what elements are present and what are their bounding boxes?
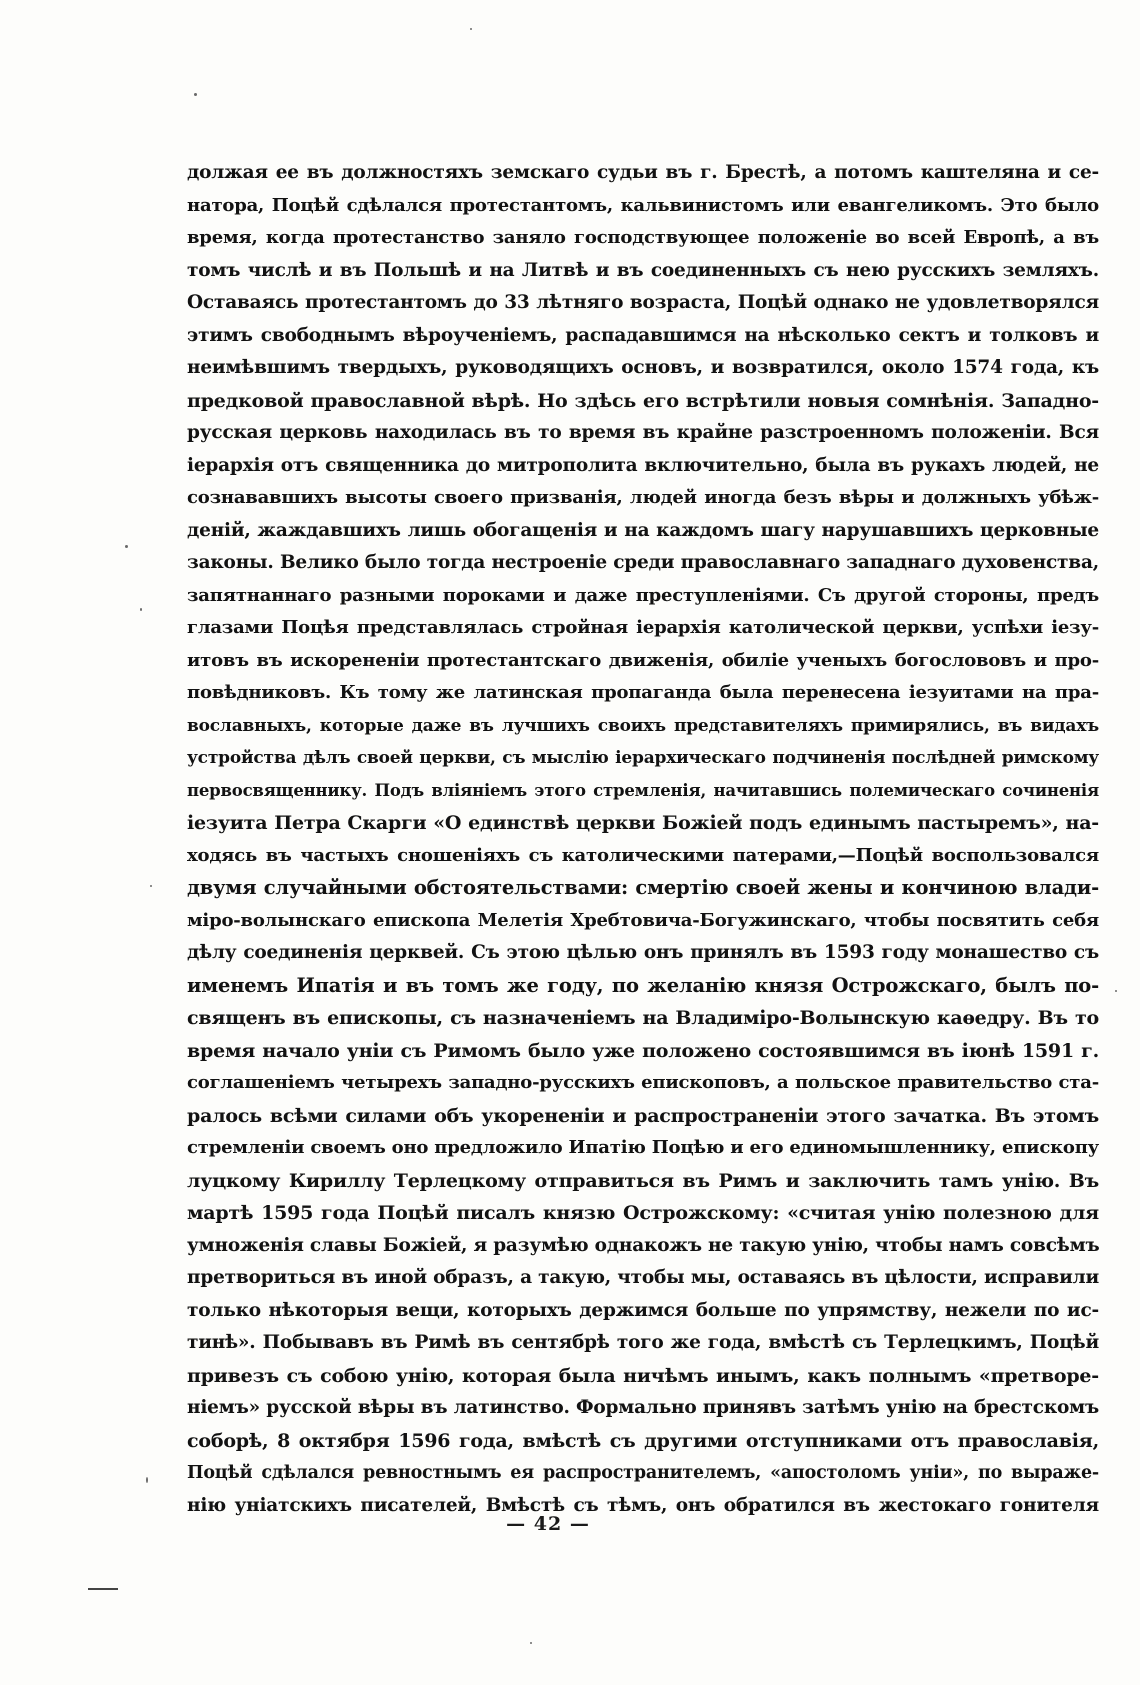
text-line: глазами Поцѣя представлялась стройная іерархія католической церкви, успѣхи іезу- [187, 617, 1099, 638]
text-line: міро-волынскаго епископа Мелетія Хребтовича-Богужинскаго, чтобы посвятить себя [187, 909, 1099, 931]
text-line: дѣлу соединенія церквей. Съ этою цѣлью онъ принялъ въ 1593 году монашество съ [187, 942, 1099, 963]
text-line: итовъ въ искорененіи протестантскаго движенія, обиліе ученыхъ богослововъ и про- [187, 649, 1099, 671]
scan-speck [1115, 990, 1117, 992]
text-line: соглашеніемъ четырехъ западно-русскихъ епископовъ, а польское правительство ста- [187, 1072, 1099, 1093]
text-line: натора, Поцѣй сдѣлался протестантомъ, кальвинистомъ или евангеликомъ. Это было [187, 194, 1099, 216]
text-line: нію уніатскихъ писателей, Вмѣстѣ съ тѣмъ, онъ обратился въ жестокаго гонителя [187, 1494, 1099, 1516]
text-line: двумя случайными обстоятельствами: смертію своей жены и кончиною влади- [187, 876, 1099, 899]
text-line: іезуита Петра Скарги «О единствѣ церкви Божіей подъ единымъ пастыремъ», на- [187, 812, 1099, 834]
text-line: ралось всѣми силами объ укорененіи и распространеніи этого зачатка. Въ этомъ [187, 1104, 1099, 1127]
text-line: Оставаясь протестантомъ до 33 лѣтняго возраста, Поцѣй однако не удовлетворялся [187, 292, 1099, 313]
text-line: мартѣ 1595 года Поцѣй писалъ князю Острожскому: «считая унію полезною для [187, 1202, 1099, 1224]
text-line: первосвященнику. Подъ вліяніемъ этого стремленія, начитавшись полемическаго сочиненія [187, 780, 1099, 800]
text-line: претвориться въ иной образъ, а такую, чтобы мы, оставаясь въ цѣлости, исправили [187, 1267, 1099, 1288]
page-number: — 42 — [506, 1513, 590, 1535]
text-line: ходясь въ частыхъ сношеніяхъ съ католическими патерами,—Поцѣй воспользовался [187, 844, 1099, 866]
scan-speck [146, 1477, 148, 1483]
text-line: стремленіи своемъ оно предложило Ипатію Поцѣю и его единомышленнику, епископу [187, 1137, 1099, 1158]
text-line: Поцѣй сдѣлался ревностнымъ ея распространителемъ, «апостоломъ уніи», по выраже- [187, 1463, 1099, 1483]
text-line: время, когда протестанство заняло господствующее положеніе во всей Европѣ, а въ [187, 227, 1099, 248]
text-line: умноженія славы Божіей, я разумѣю однакожъ не такую унію, чтобы намъ совсѣмъ [187, 1234, 1099, 1256]
scan-speck [470, 28, 472, 30]
text-line: именемъ Ипатія и въ томъ же году, по желанію князя Острожскаго, былъ по- [187, 973, 1099, 997]
text-line: сознававшихъ высоты своего призванія, людей иногда безъ вѣры и должныхъ убѣж- [187, 487, 1099, 508]
text-line: іерархія отъ священника до митрополита включительно, была въ рукахъ людей, не [187, 454, 1099, 476]
text-line: законы. Велико было тогда нестроеніе среди православнаго западнаго духовенства, [187, 552, 1099, 573]
text-line: привезъ съ собою унію, которая была ничѣмъ инымъ, какъ полнымъ «претворе- [187, 1364, 1099, 1387]
text-line: вославныхъ, которые даже въ лучшихъ своихъ представителяхъ примирялись, въ видахъ [187, 715, 1099, 736]
text-line: должая ее въ должностяхъ земскаго судьи въ г. Брестѣ, а потомъ каштеляна и се- [187, 162, 1099, 183]
scan-speck [194, 93, 197, 96]
text-line: время начало уніи съ Римомъ было уже положено состоявшимся въ іюнѣ 1591 г. [187, 1039, 1099, 1062]
scan-speck [125, 545, 128, 548]
text-line: тинѣ». Побывавъ въ Римѣ въ сентябрѣ того же года, вмѣстѣ съ Терлецкимъ, Поцѣй [187, 1332, 1099, 1353]
text-line: устройства дѣлъ своей церкви, съ мыслію іерархическаго подчиненія послѣдней римскому [187, 748, 1099, 768]
text-line: луцкому Кириллу Терлецкому отправиться въ Римъ и заключить тамъ унію. Въ [187, 1169, 1099, 1192]
text-line: повѣдниковъ. Къ тому же латинская пропаганда была перенесена іезуитами на пра- [187, 682, 1099, 703]
text-line: запятнаннаго разными пороками и даже преступленіями. Съ другой стороны, предъ [187, 584, 1099, 606]
scan-speck [530, 1642, 532, 1644]
text-line: только нѣкоторыя вещи, которыхъ держимся больше по упрямству, нежели по ис- [187, 1299, 1099, 1321]
text-line: соборѣ, 8 октября 1596 года, вмѣстѣ съ другими отступниками отъ православія, [187, 1429, 1099, 1452]
text-line: этимъ свободнымъ вѣроученіемъ, распадавшимся на нѣсколько сектъ и толковъ и [187, 324, 1099, 346]
text-line: неимѣвшимъ твердыхъ, руководящихъ основъ, и возвратился, около 1574 года, къ [187, 357, 1099, 378]
scan-mark-left [88, 1588, 118, 1590]
text-line: предковой православной вѣрѣ. Но здѣсь его встрѣтили новыя сомнѣнія. Западно- [187, 389, 1099, 412]
body-text [187, 157, 1099, 1522]
text-line: ніемъ» русской вѣры въ латинство. Формально принявъ затѣмъ унію на брестскомъ [187, 1397, 1099, 1418]
text-line: священъ въ епископы, съ назначеніемъ на Владиміро-Волынскую каѳедру. Въ то [187, 1007, 1099, 1029]
scan-speck [150, 885, 152, 887]
scan-speck [140, 608, 142, 611]
text-line: русская церковь находилась въ то время въ крайне разстроенномъ положеніи. Вся [187, 422, 1099, 443]
text-line: томъ числѣ и въ Польшѣ и на Литвѣ и въ соединенныхъ съ нею русскихъ земляхъ. [187, 259, 1099, 281]
text-line: деній, жаждавшихъ лишь обогащенія и на каждомъ шагу нарушавшихъ церковные [187, 519, 1099, 541]
